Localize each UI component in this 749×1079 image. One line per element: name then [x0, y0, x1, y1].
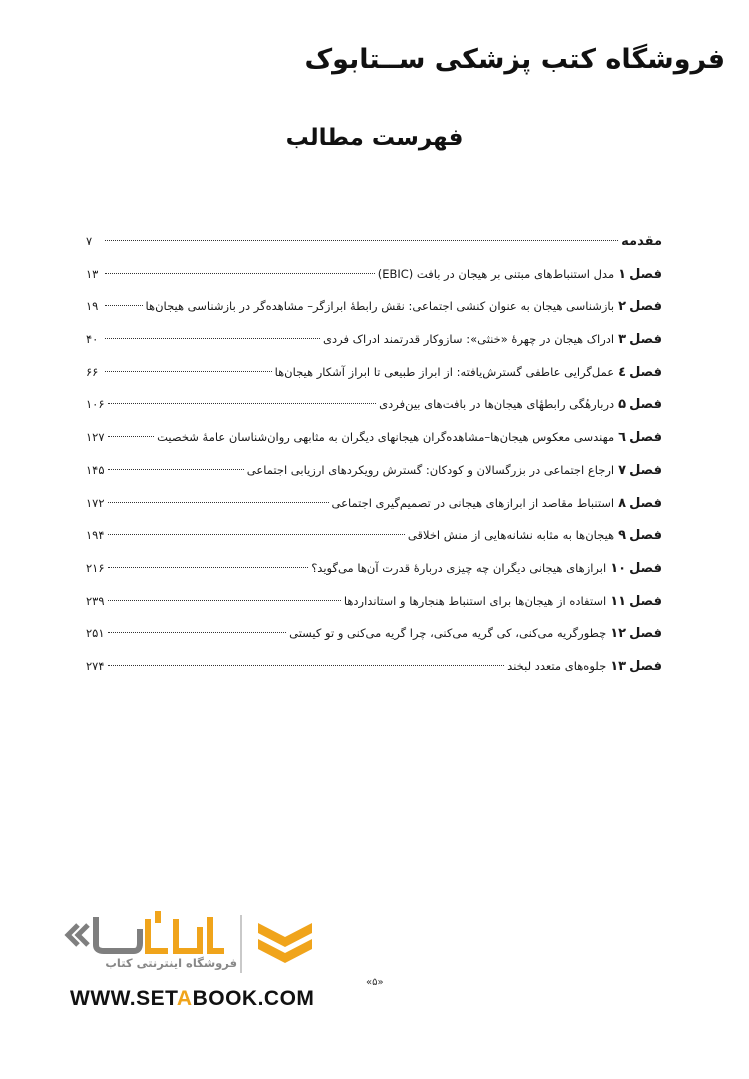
dot-leader	[108, 469, 244, 470]
dot-leader	[105, 240, 618, 241]
toc-entry-title: ادراک هیجان در چهرهٔ «خنثی»: سازوکار قدرتمند ادراک فردی	[323, 332, 615, 347]
chapter-label	[618, 296, 662, 318]
dot-leader	[108, 403, 377, 404]
chapter-number: ۳	[618, 332, 627, 348]
chapter-label	[618, 329, 662, 351]
dot-leader	[108, 436, 155, 437]
chapter-label	[618, 394, 662, 416]
toc-entry-chapter[interactable]	[86, 524, 662, 557]
chapter-word: فصل	[629, 560, 662, 576]
toc-entry-chapter[interactable]	[86, 328, 662, 361]
chapter-label	[610, 591, 662, 613]
toc-entry-chapter[interactable]	[86, 295, 662, 328]
toc-entry-chapter[interactable]	[86, 361, 662, 394]
toc-entry-title: عمل‌گرایی عاطفی گسترش‌یافته: از ابراز طبیعی تا ابراز آشکار هیجان‌ها	[274, 364, 615, 379]
toc-entry-chapter[interactable]	[86, 557, 662, 590]
dot-leader	[108, 534, 405, 535]
toc-entry-chapter[interactable]	[86, 590, 662, 623]
dot-leader	[108, 632, 287, 633]
chapter-label	[618, 362, 662, 384]
dot-leader	[105, 273, 375, 274]
toc-page-number: ۴۰	[86, 332, 99, 347]
chapter-number: ٦	[618, 430, 627, 446]
toc-page-number: ۱۷۲	[86, 495, 105, 510]
chapter-word: فصل	[629, 397, 662, 413]
chapter-number: ۱۲	[610, 626, 627, 642]
chapter-label	[618, 427, 662, 449]
toc-entry-intro[interactable]	[86, 230, 662, 263]
chapter-word: فصل	[629, 299, 662, 315]
book-chevron-icon	[250, 913, 320, 973]
toc-entry-chapter[interactable]	[86, 459, 662, 492]
toc-entry-title: جلوه‌های متعدد لبخند	[507, 658, 607, 673]
chapter-number: ۱	[618, 266, 627, 282]
page-number: «۵»	[366, 977, 384, 988]
chapter-word: فصل	[629, 528, 662, 544]
toc-entry-chapter[interactable]	[86, 622, 662, 655]
toc-entry-title: ابرازهای هیجانی دیگران چه چیزی دربارهٔ قدرت آن‌ها می‌گوید؟	[311, 560, 607, 575]
setabook-logo	[50, 905, 330, 1015]
dot-leader	[105, 371, 272, 372]
chapter-word: فصل	[629, 332, 662, 348]
toc-entry-chapter[interactable]	[86, 426, 662, 459]
chapter-number: ۱۰	[610, 560, 627, 576]
chapter-word: فصل	[629, 495, 662, 511]
logo-divider	[240, 915, 242, 973]
toc-entry-title: چطورگریه می‌کنی، کی گریه می‌کنی، چرا گریه می‌کنی و تو کیستی	[289, 626, 607, 641]
toc-entry-title: هیجان‌ها به مثابه نشانه‌هایی از منش اخلاقی	[407, 528, 615, 543]
toc-page-number: ۲۵۱	[86, 626, 105, 641]
toc-entry-title: مدل استنباط‌های مبتنی بر هیجان در بافت (EBIC)	[377, 266, 615, 281]
toc-entry-title: استنباط مقاصد از ابرازهای هیجانی در تصمیم‌گیری اجتماعی	[331, 495, 615, 510]
chapter-label	[618, 460, 662, 482]
chapter-word: فصل	[629, 364, 662, 380]
chapter-number: ۹	[618, 528, 627, 544]
toc-entry-title: مهندسی معکوس هیجان‌ها–مشاهده‌گران هیجانهای دیگران به مثابهی روان‌شناسان عامهٔ شخصیت	[157, 430, 615, 445]
dot-leader	[108, 600, 341, 601]
chapter-label	[618, 493, 662, 515]
url-suffix: BOOK.COM	[192, 987, 315, 1010]
toc-entry-chapter[interactable]	[86, 492, 662, 525]
chapter-label	[610, 656, 662, 678]
chapter-word: فصل	[629, 266, 662, 282]
toc-entry-title: استفاده از هیجان‌ها برای استنباط هنجارها و استانداردها	[343, 593, 607, 608]
toc-entry-chapter[interactable]	[86, 393, 662, 426]
chapter-word: فصل	[629, 462, 662, 478]
toc-entry-title: مقدمه	[621, 234, 662, 249]
chapter-label	[610, 623, 662, 645]
dot-leader	[108, 665, 505, 666]
toc-page-number: ۱۴۵	[86, 462, 105, 477]
url-prefix: WWW.SET	[70, 987, 177, 1010]
chapter-word: فصل	[629, 658, 662, 674]
chapter-number: ۱۳	[610, 658, 627, 674]
toc-page-number: ۱۲۷	[86, 430, 105, 445]
toc-page-number: ۱۳	[86, 266, 99, 281]
store-title: فروشگاه کتب پزشکی ســتابوک	[304, 44, 725, 75]
toc-entry-chapter[interactable]	[86, 263, 662, 296]
chapter-label	[618, 264, 662, 286]
toc-page-number: ۶۶	[86, 364, 99, 379]
chapter-word: فصل	[629, 626, 662, 642]
chapter-number: ۸	[618, 495, 627, 511]
chapter-number: ۵	[618, 397, 627, 413]
chapter-number: ۲	[618, 299, 627, 315]
toc-entry-title: ارجاع اجتماعی در بزرگسالان و کودکان: گسترش رویکردهای ارزیابی اجتماعی	[246, 462, 615, 477]
table-of-contents	[86, 230, 662, 688]
dot-leader	[105, 305, 143, 306]
chapter-word: فصل	[629, 593, 662, 609]
toc-page-number: ۲۷۴	[86, 658, 105, 673]
toc-page-number: ۲۱۶	[86, 560, 105, 575]
dot-leader	[105, 338, 320, 339]
toc-page-number: ۱۰۶	[86, 397, 105, 412]
toc-page-number: ۱۹	[86, 299, 99, 314]
chapter-label	[610, 558, 662, 580]
dot-leader	[108, 567, 309, 568]
toc-page-number: ۱۹۴	[86, 528, 105, 543]
toc-page-number: ۲۳۹	[86, 593, 105, 608]
toc-entry-chapter[interactable]	[86, 655, 662, 688]
toc-entry-title: بازشناسی هیجان به عنوان کنشی اجتماعی: نقش رابطهٔ ابرازگر– مشاهده‌گر در بازشناسی هیجان‌ها	[145, 299, 615, 314]
chapter-label	[618, 525, 662, 547]
chapter-number: ۷	[618, 462, 627, 478]
chapter-number: ۱۱	[610, 593, 627, 609]
toc-entry-title: دربارهٔگی رابطهٔای هیجان‌ها در بافت‌های بین‌فردی	[379, 397, 615, 412]
chapter-word: فصل	[629, 430, 662, 446]
url-accent: A	[176, 987, 193, 1010]
website-url[interactable]	[70, 987, 314, 1011]
toc-page-number: ۷	[86, 234, 93, 248]
dot-leader	[108, 502, 329, 503]
toc-heading: فهرست مطالب	[285, 125, 464, 151]
logo-subtitle: فروشگاه اینترنتی کتاب	[105, 956, 237, 970]
chapter-number: ٤	[618, 364, 627, 380]
